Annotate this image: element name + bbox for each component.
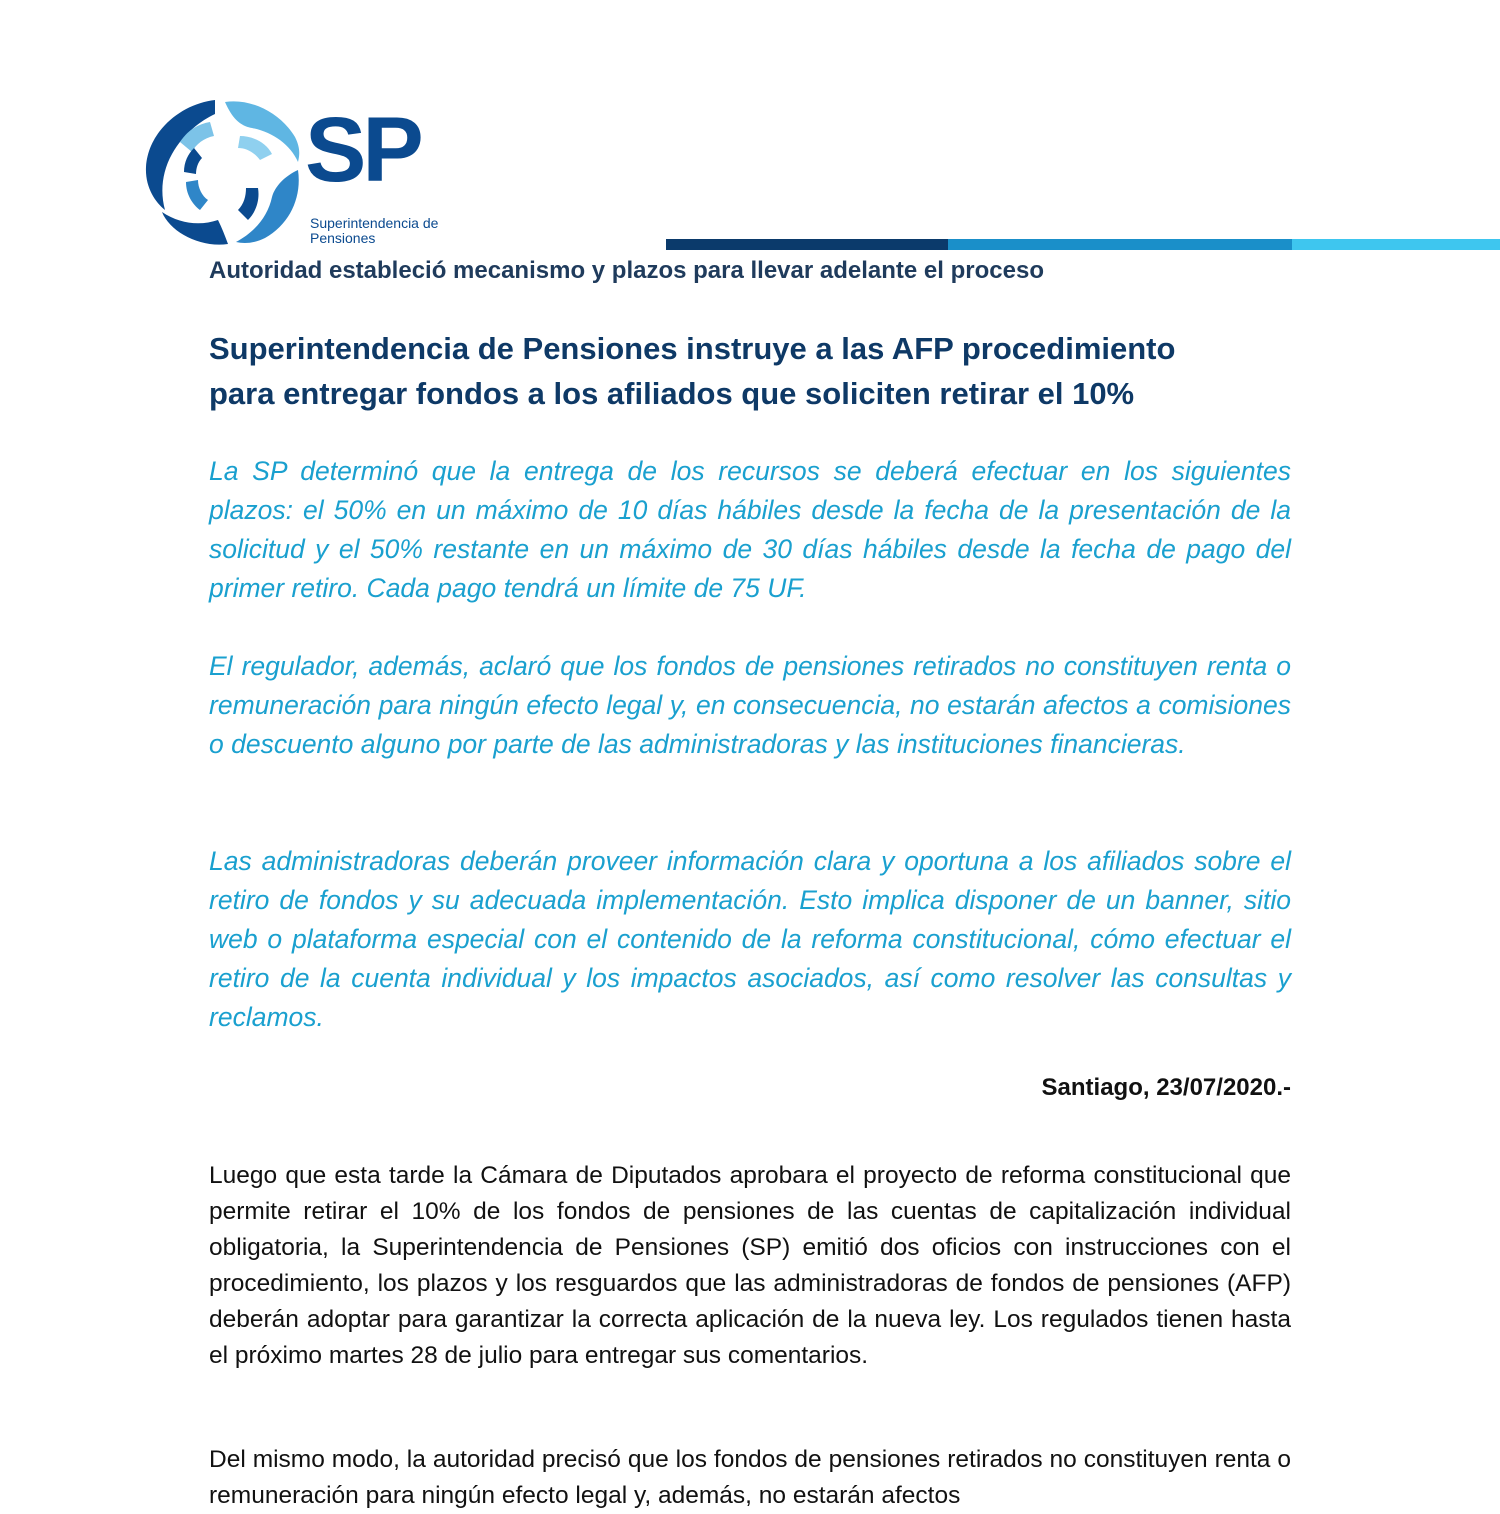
header-rule-light: [1292, 239, 1500, 250]
summary-paragraph-3: Las administradoras deberán proveer información clara y oportuna a los afiliados sobre el retiro de fondos y su adecuada implementación. Esto implica disponer de un banner, sitio web o plataforma especial con el contenido de la reforma constitucional, cómo efectuar el retiro de la cuenta individual y los impactos asociados, así como resolver las consultas y reclamos.: [209, 846, 1291, 1032]
pre-title: Autoridad estableció mecanismo y plazos para llevar adelante el proceso: [209, 257, 1044, 284]
summary-paragraph-1: La SP determinó que la entrega de los recursos se deberá efectuar en los siguientes plazos: el 50% en un máximo de 10 días hábiles desde la fecha de la presentación de la solicitud y el 50% restante en un máximo de 30 días hábiles desde la fecha de pago del primer retiro. Cada pago tendrá un límite de 75 UF.: [209, 456, 1291, 603]
body-paragraph-2: Del mismo modo, la autoridad precisó que los fondos de pensiones retirados no constituyen renta o remuneración para ningún efecto legal y, además, no estarán afectos: [209, 1446, 1291, 1509]
body-paragraph-1: Luego que esta tarde la Cámara de Diputados aprobara el proyecto de reforma constitucional que permite retirar el 10% de los fondos de pensiones de las cuentas de capitalización individual obligatoria, la Superintendencia de Pensiones (SP) emitió dos oficios con instrucciones con el procedimiento, los plazos y los resguardos que las administradoras de fondos de pensiones (AFP) deberán adoptar para garantizar la correcta aplicación de la nueva ley. Los regulados tienen hasta el próximo martes 28 de julio para entregar sus comentarios.: [209, 1162, 1291, 1369]
logo-name-line-1: Superintendencia de: [310, 215, 439, 231]
dateline: Santiago, 23/07/2020.-: [1041, 1074, 1291, 1101]
header-rule-dark: [666, 239, 948, 250]
summary-paragraph-2: El regulador, además, aclaró que los fondos de pensiones retirados no constituyen renta o remuneración para ningún efecto legal y, en consecuencia, no estarán afectos a comisiones o descuento alguno por parte de las administradoras y las instituciones financieras.: [209, 651, 1291, 759]
logo-acronym: SP: [305, 99, 420, 201]
headline-line-2: para entregar fondos a los afiliados que soliciten retirar el 10%: [209, 376, 1135, 411]
headline: [209, 326, 1291, 416]
headline-line-1: Superintendencia de Pensiones instruye a las AFP procedimiento: [209, 331, 1176, 366]
header-rule-mid: [948, 239, 1292, 250]
logo-name-line-2: Pensiones: [310, 230, 376, 246]
sp-logo: [140, 92, 460, 252]
